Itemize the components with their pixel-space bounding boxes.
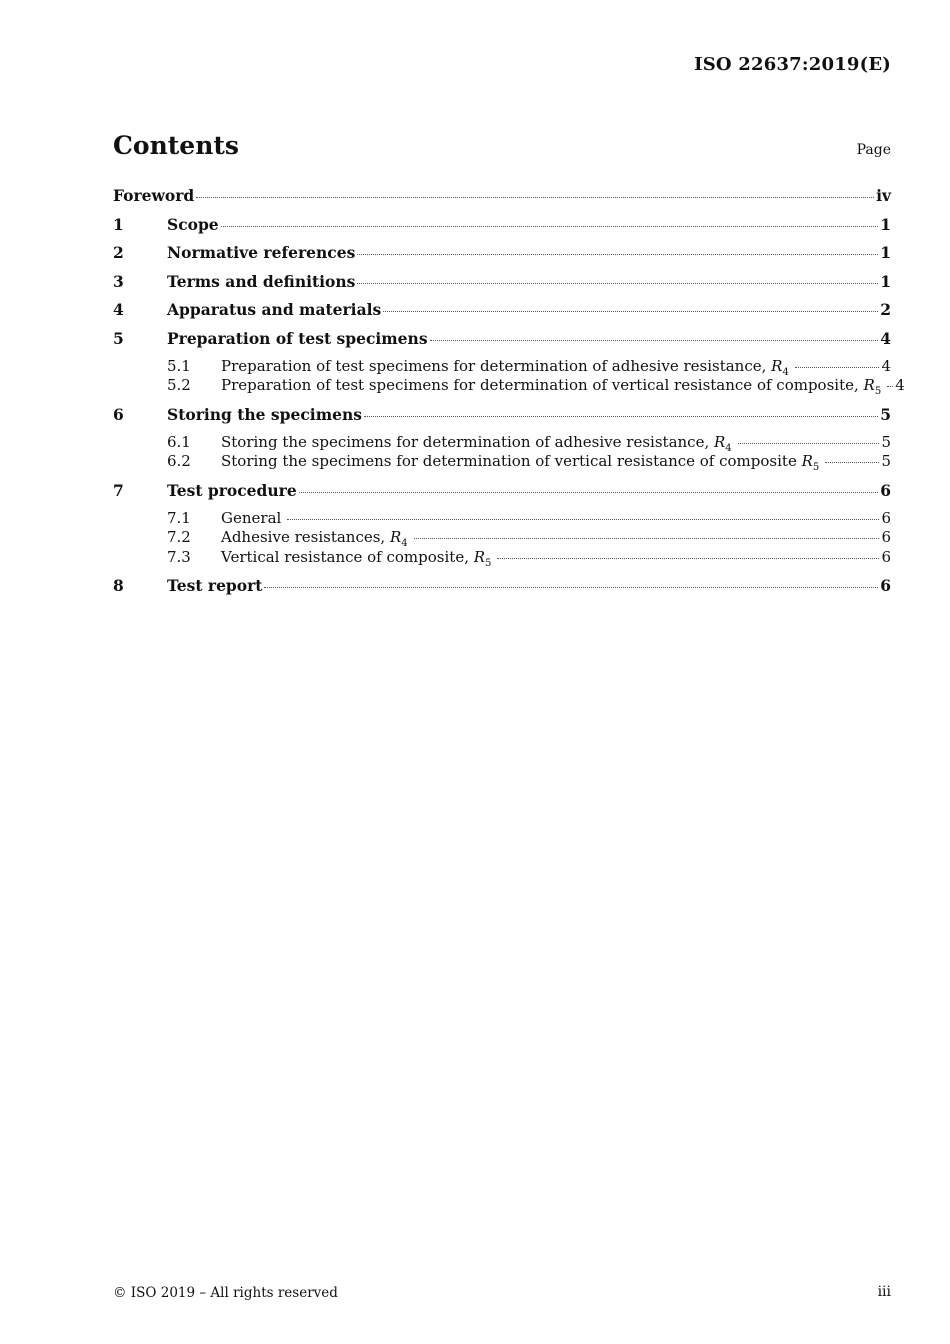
toc-variable: [771, 357, 789, 378]
toc-subentry[interactable]: [113, 452, 891, 474]
toc-title-text: Storing the specimens for determination of adhesive resistance,: [221, 433, 714, 452]
toc-leader-dots: [264, 586, 878, 588]
toc-number: 3: [113, 271, 124, 291]
toc-page-number: 4: [880, 328, 891, 348]
toc-leader-dots: [287, 518, 879, 520]
toc-variable: [473, 547, 492, 569]
toc-subentry[interactable]: [113, 357, 891, 376]
toc-page-number: 1: [880, 271, 891, 291]
toc-title: [221, 357, 789, 378]
toc-variable: [714, 433, 732, 455]
toc-title-text: Adhesive resistances,: [221, 528, 390, 547]
toc-variable-subscript: 4: [401, 538, 408, 550]
toc-variable-subscript: 5: [485, 557, 492, 569]
footer-copyright: © ISO 2019 – All rights reserved: [113, 1285, 338, 1301]
toc-entry[interactable]: [113, 576, 891, 605]
toc-title: [221, 376, 881, 397]
toc-leader-dots: [196, 196, 874, 198]
toc-variable: [863, 376, 882, 398]
toc-title-text: Preparation of test specimens for determination of adhesive resistance,: [221, 357, 772, 375]
toc-number: 1: [113, 214, 124, 234]
toc-title: [221, 548, 491, 569]
toc-entry[interactable]: [113, 481, 891, 510]
toc-title: [167, 481, 297, 500]
toc-page-number: 6: [881, 509, 891, 528]
toc-subentry[interactable]: [113, 509, 891, 528]
contents-title: Contents: [113, 131, 240, 160]
toc-entry[interactable]: [113, 186, 891, 215]
toc-subentry[interactable]: [113, 528, 891, 550]
toc-number: 7.3: [167, 547, 191, 566]
toc-subentry[interactable]: [113, 376, 905, 398]
toc-title-text: Preparation of test specimens: [167, 328, 428, 348]
toc-title-text: Foreword: [113, 186, 195, 205]
toc-variable: [801, 452, 820, 474]
toc-number: 6.2: [167, 452, 191, 471]
toc-variable-symbol: R: [389, 528, 402, 547]
toc-title: [167, 243, 355, 262]
toc-entry[interactable]: [113, 243, 891, 272]
toc-page-number: 5: [881, 433, 891, 452]
toc-title-text: Storing the specimens: [167, 404, 362, 424]
toc-number: 7.1: [167, 509, 191, 528]
footer-page-number: iii: [877, 1284, 891, 1300]
toc-page-number: iv: [876, 186, 891, 205]
toc-leader-dots: [795, 366, 880, 368]
toc-title-text: Storing the specimens for determination of vertical resistance of composite: [221, 452, 802, 471]
toc-page-number: 5: [880, 404, 891, 424]
toc-variable-subscript: 4: [725, 443, 732, 455]
toc-title-text: Scope: [167, 214, 219, 234]
toc-variable-symbol: R: [771, 357, 783, 375]
toc-title-text: Test procedure: [167, 480, 297, 500]
toc-number: 5.2: [167, 376, 191, 395]
toc-leader-dots: [738, 442, 880, 444]
toc-page-number: 5: [881, 452, 891, 471]
toc-title-text: General: [221, 509, 282, 528]
toc-title: [221, 509, 281, 527]
toc-variable: [389, 528, 408, 550]
toc-page-number: 6: [881, 547, 891, 566]
toc-entry[interactable]: [113, 300, 891, 329]
toc-variable-subscript: 4: [782, 367, 789, 378]
toc-leader-dots: [357, 282, 878, 284]
toc-page-number: 6: [880, 480, 891, 500]
toc-number: 4: [113, 300, 124, 319]
toc-variable-symbol: R: [863, 376, 875, 395]
toc-entry[interactable]: [113, 405, 891, 434]
document-id: ISO 22637:2019(E): [694, 54, 891, 75]
toc-leader-dots: [497, 557, 879, 559]
toc-title-text: Normative references: [167, 243, 356, 262]
toc-leader-dots: [357, 253, 878, 255]
toc-leader-dots: [299, 491, 879, 493]
toc-title-text: Terms and definitions: [167, 271, 356, 291]
toc-title-text: Test report: [167, 576, 263, 596]
toc-leader-dots: [221, 225, 879, 227]
toc-entry[interactable]: [113, 272, 891, 301]
toc-page-number: 6: [880, 576, 891, 596]
toc-number: 6.1: [167, 433, 191, 452]
toc-leader-dots: [414, 537, 880, 539]
toc-page-number: 4: [881, 357, 891, 375]
toc-title: [167, 300, 381, 319]
toc-number: 2: [113, 243, 124, 262]
toc-subentry[interactable]: [113, 433, 891, 455]
toc-page-number: 1: [880, 243, 891, 262]
toc-entry[interactable]: [113, 329, 891, 358]
toc-title-text: Vertical resistance of composite,: [221, 547, 474, 566]
toc-title: [167, 576, 262, 595]
toc-subentry[interactable]: [113, 548, 891, 567]
toc-page-number: 6: [881, 528, 891, 547]
toc-title: [221, 528, 408, 549]
toc-variable-symbol: R: [714, 433, 726, 452]
toc-number: 5: [113, 328, 124, 348]
toc-leader-dots: [364, 415, 878, 417]
toc-number: 8: [113, 576, 124, 596]
toc-page-number: 2: [880, 300, 891, 319]
toc-title-text: Apparatus and materials: [167, 300, 382, 319]
toc-number: 7.2: [167, 528, 191, 547]
toc-variable-subscript: 5: [812, 462, 820, 474]
toc-variable-subscript: 5: [874, 386, 882, 398]
toc-leader-dots: [887, 385, 893, 387]
toc-title: [167, 215, 219, 234]
toc-title: [167, 329, 428, 348]
page-column-label: Page: [856, 142, 891, 158]
toc-title: [113, 186, 194, 205]
toc-leader-dots: [825, 461, 879, 463]
toc-title: [167, 405, 362, 424]
toc-title-text: Preparation of test specimens for determination of vertical resistance of composite,: [221, 376, 864, 395]
toc-variable-symbol: R: [801, 452, 813, 471]
toc-page-number: 1: [880, 214, 891, 234]
toc-title: [221, 452, 819, 473]
toc-number: 6: [113, 404, 124, 424]
toc-title: [167, 272, 355, 291]
toc-page-number: 4: [895, 376, 905, 395]
toc-number: 5.1: [167, 357, 191, 375]
toc-entry[interactable]: [113, 215, 891, 244]
toc-number: 7: [113, 480, 124, 500]
toc-title: [221, 433, 732, 454]
toc-leader-dots: [430, 339, 879, 341]
toc-variable-symbol: R: [473, 547, 486, 566]
toc-leader-dots: [383, 310, 878, 312]
table-of-contents: [113, 186, 905, 605]
